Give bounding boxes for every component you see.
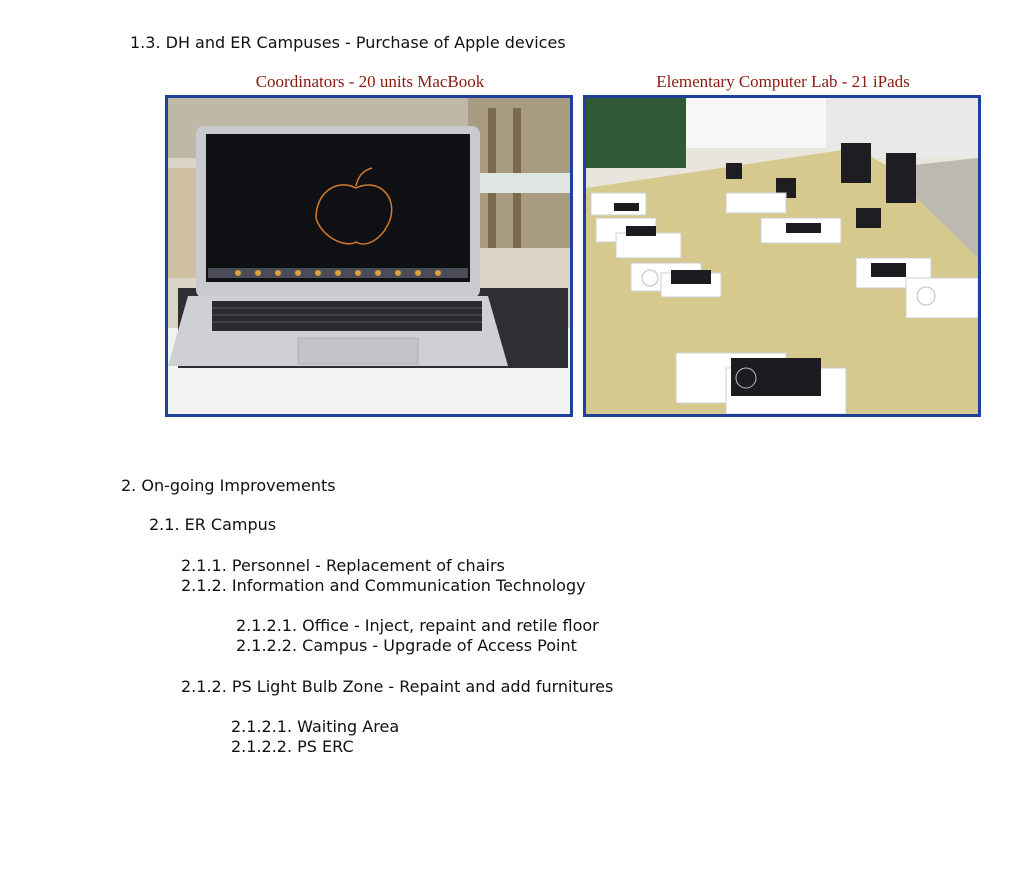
item-2-1-2-ict: 2.1.2. Information and Communication Technology (181, 576, 586, 595)
item-2-1-1: 2.1.1. Personnel - Replacement of chairs (181, 556, 505, 575)
left-photo-caption: Coordinators - 20 units MacBook (255, 72, 485, 91)
item-2-1-2-2-campus: 2.1.2.2. Campus - Upgrade of Access Point (236, 636, 577, 655)
item-2-1-2-2-ps-erc: 2.1.2.2. PS ERC (231, 737, 354, 756)
section-heading-2: 2. On-going Improvements (121, 476, 336, 495)
macbook-photo (165, 95, 573, 417)
right-photo-caption: Elementary Computer Lab - 21 iPads (656, 72, 910, 91)
ipads-illustration (586, 98, 978, 414)
item-2-1-2-ps-light-bulb: 2.1.2. PS Light Bulb Zone - Repaint and add furnitures (181, 677, 614, 696)
macbook-illustration (168, 98, 570, 414)
ipads-lab-photo (583, 95, 981, 417)
item-2-1-2-1-waiting-area: 2.1.2.1. Waiting Area (231, 717, 400, 736)
item-2-1-2-1-office: 2.1.2.1. Office - Inject, repaint and retile floor (236, 616, 599, 635)
subsection-2-1: 2.1. ER Campus (149, 515, 277, 534)
section-heading-1-3: 1.3. DH and ER Campuses - Purchase of Apple devices (130, 33, 566, 52)
